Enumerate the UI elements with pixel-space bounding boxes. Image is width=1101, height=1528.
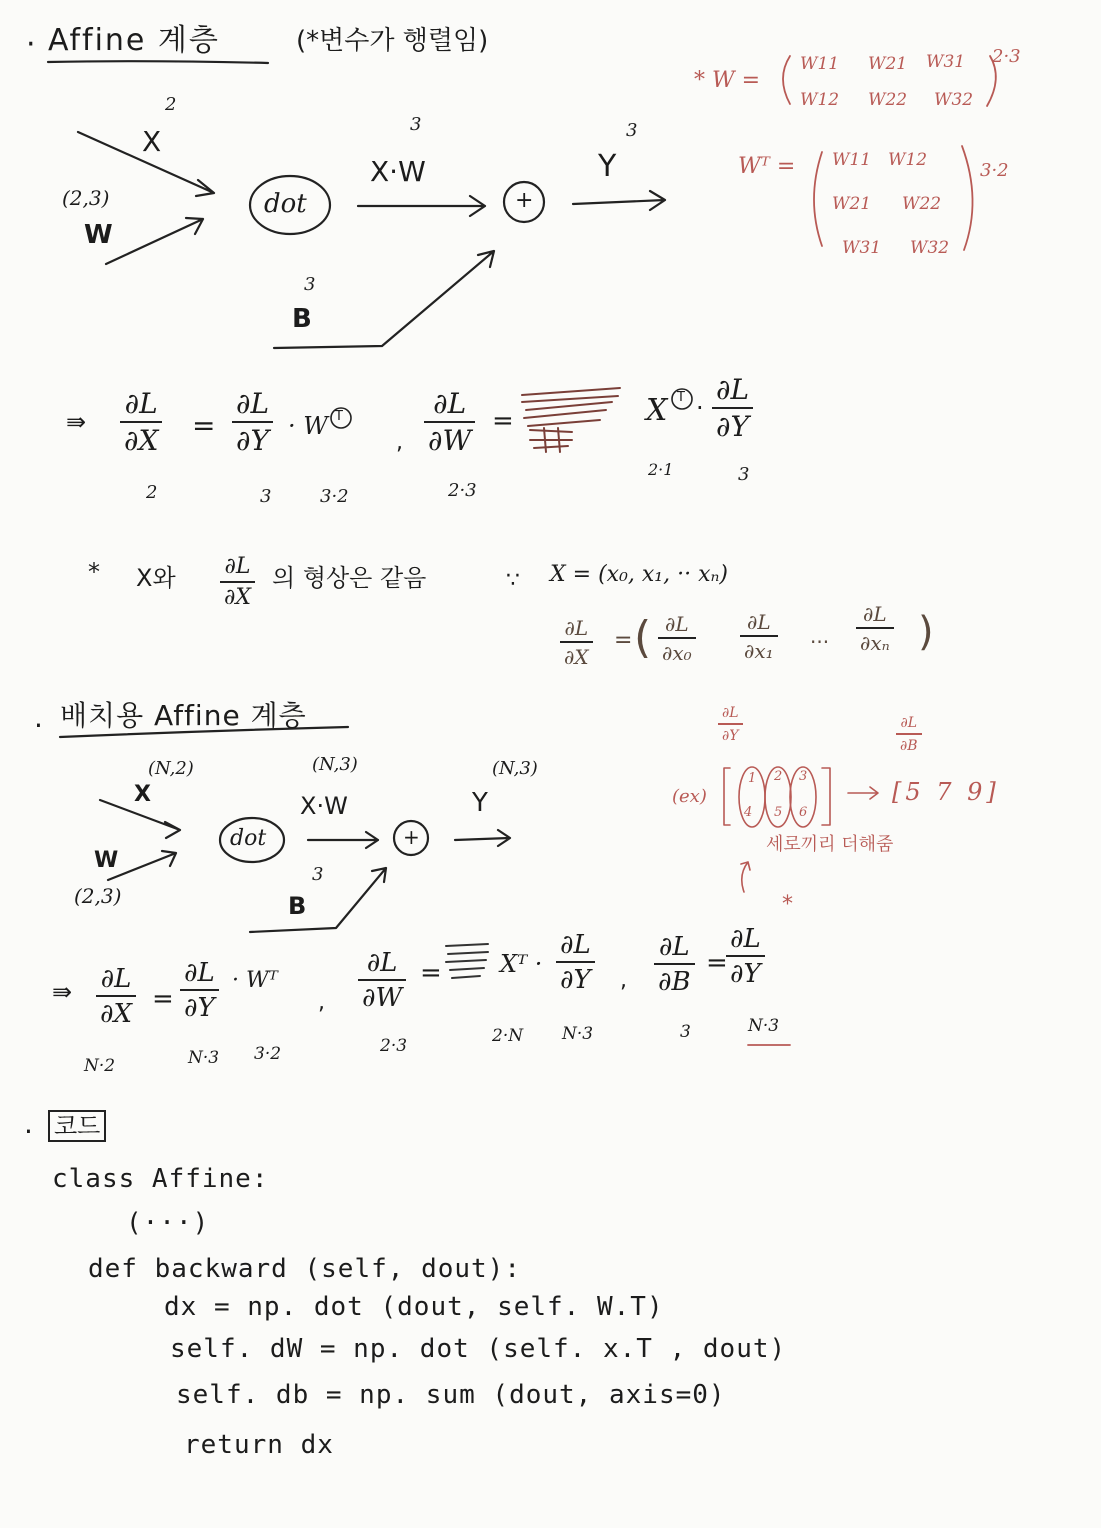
w-matrix-r2c3: W32 xyxy=(934,90,974,110)
eq1-t-mark: T xyxy=(335,409,343,424)
beq-equals-2: = xyxy=(420,958,442,988)
section2-bullet: · xyxy=(34,709,43,742)
b-plus-node: + xyxy=(403,825,420,849)
beq-shape-6: N·3 xyxy=(562,1024,594,1044)
remark-term2-num: ∂L xyxy=(747,610,771,634)
wt-shape: 3·2 xyxy=(980,160,1009,181)
remark-grad-num: ∂L xyxy=(564,616,589,640)
eq1-rhs-num: ∂L xyxy=(236,387,270,420)
ex-dy-den: ∂Y xyxy=(718,723,742,743)
ex-star: * xyxy=(782,892,793,917)
remark-x-def: X = (x₀, x₁, ·· xₙ) xyxy=(550,562,728,587)
code-line-5: self. dW = np. dot (self. x.T , dout) xyxy=(170,1334,787,1364)
eq1-arrow: ⇛ xyxy=(66,408,87,436)
ex-m-2-1: 2 xyxy=(774,769,783,784)
eq2-equals: = xyxy=(492,406,514,436)
remark-termn-num: ∂L xyxy=(863,602,887,626)
w-matrix-r1c1: W11 xyxy=(800,54,840,74)
section1-bullet: · xyxy=(26,27,36,62)
ex-m-3-2: 6 xyxy=(799,805,808,820)
eq2-rhs-fraction xyxy=(712,373,753,443)
w-arrow xyxy=(106,218,203,264)
ex-db-den: ∂B xyxy=(896,733,922,753)
section3-title: 코드 xyxy=(48,1110,106,1142)
beq-shape-2: N·3 xyxy=(188,1048,220,1068)
w-matrix-lhs: * W = xyxy=(694,68,761,93)
beq-dy-den: ∂Y xyxy=(180,989,219,1021)
b-label: B xyxy=(292,304,312,334)
b-y-dim: (N,3) xyxy=(492,758,538,779)
b-dim: 3 xyxy=(304,274,316,295)
beq-shape-3: 3·2 xyxy=(254,1044,282,1064)
eq1-rhs-den: ∂Y xyxy=(232,421,273,455)
beq-shape-8: N·3 xyxy=(748,1016,780,1036)
eq2-dot: · xyxy=(696,394,704,422)
eq2-shape-2: 2·1 xyxy=(648,460,674,479)
wt-r2c2: W22 xyxy=(902,194,942,214)
ex-dy-num: ∂L xyxy=(722,705,739,721)
beq-dy2-num: ∂L xyxy=(560,930,591,960)
remark-grad-eq: = xyxy=(614,628,633,653)
remark-term-n xyxy=(856,604,894,653)
beq-shape-4: 2·3 xyxy=(380,1036,408,1056)
wt-r3c2: W32 xyxy=(910,238,950,258)
b-x-label: X xyxy=(134,782,151,807)
b-dot-node: dot xyxy=(230,826,267,851)
code-line-2: (···) xyxy=(126,1208,210,1238)
ex-dy-fraction xyxy=(718,706,743,743)
beq-dy2-fraction xyxy=(556,932,595,993)
remark-term2-den: ∂x₁ xyxy=(740,635,778,661)
eq1-shape-3: 3·2 xyxy=(320,486,349,507)
eq2-comma: , xyxy=(396,430,403,455)
ex-m-2-2: 5 xyxy=(774,805,783,820)
remark-grad-fraction xyxy=(560,618,593,667)
ex-m-1-1: 1 xyxy=(748,771,757,786)
b-b-dim: 3 xyxy=(312,864,324,885)
eq2-lhs-fraction xyxy=(424,387,475,457)
remark-frac-den: ∂X xyxy=(220,581,255,609)
w-matrix-shape: 2·3 xyxy=(992,46,1021,67)
eq2-x-label: X xyxy=(646,393,668,428)
b-y-label: Y xyxy=(472,788,488,818)
eq2-lhs-num: ∂L xyxy=(433,387,467,420)
eq2-shape-1: 2·3 xyxy=(448,480,477,501)
remark-text-b: 의 형상은 같음 xyxy=(272,564,427,592)
code-line-4: dx = np. dot (dout, self. W.T) xyxy=(164,1292,664,1322)
remark-fraction xyxy=(220,556,255,609)
beq-dx-num: ∂L xyxy=(100,964,132,994)
remark-term-2 xyxy=(740,612,778,661)
eq1-equals: = xyxy=(192,409,216,442)
eq2-t-mark: T xyxy=(677,390,685,405)
beq-dw-den: ∂W xyxy=(358,979,406,1011)
beq-comma-2: , xyxy=(620,968,627,993)
beq-db-num: ∂L xyxy=(658,932,690,962)
beq-shape-5: 2·N xyxy=(492,1026,524,1046)
remark-termn-den: ∂xₙ xyxy=(856,627,894,653)
remark-because: ∵ xyxy=(506,568,520,593)
scribble-mark-2 xyxy=(446,944,488,978)
b-w-label: W xyxy=(94,848,119,873)
section2-title: 배치용 Affine 계층 xyxy=(60,699,307,732)
beq-dw-num: ∂L xyxy=(366,948,398,978)
by-arrow xyxy=(455,830,510,846)
b-w-dim: (2,3) xyxy=(74,884,122,908)
section1-note: (*변수가 행렬임) xyxy=(296,26,489,56)
x-label: X xyxy=(142,125,162,158)
wt-r3c1: W31 xyxy=(842,238,882,258)
y-dim: 3 xyxy=(626,120,638,141)
xw-label: X·W xyxy=(370,155,426,188)
section3-bullet: · xyxy=(24,1115,33,1148)
b-xw-label: X·W xyxy=(300,792,348,820)
beq-dy3-fraction xyxy=(726,926,765,987)
beq-xt: Xᵀ · xyxy=(500,950,543,978)
remark-text-a: X와 xyxy=(136,564,176,592)
title-underline xyxy=(48,61,268,63)
ex-db-fraction xyxy=(896,716,922,753)
ex-m-1-2: 4 xyxy=(744,805,753,820)
wt-r1c2: W12 xyxy=(888,150,928,170)
eq1-lhs-num: ∂L xyxy=(124,387,158,420)
x-dim: 2 xyxy=(165,94,177,115)
w-matrix-r2c2: W22 xyxy=(868,90,908,110)
remark-grad-den: ∂X xyxy=(560,641,593,667)
eq2-rhs-num: ∂L xyxy=(716,373,750,406)
beq-dw-fraction xyxy=(358,950,406,1011)
xw-dim: 3 xyxy=(410,114,422,135)
beq-db-den: ∂B xyxy=(654,963,695,995)
beq-arrow: ⇛ xyxy=(52,978,73,1006)
code-line-1: class Affine: xyxy=(52,1164,269,1194)
w-matrix-r1c2: W21 xyxy=(868,54,908,74)
beq-db-fraction xyxy=(654,934,695,995)
beq-dx-fraction xyxy=(96,966,136,1027)
code-line-7: return dx xyxy=(184,1430,334,1460)
w-dim: (2,3) xyxy=(62,186,110,210)
beq-dy-num: ∂L xyxy=(184,958,215,988)
remark-term1-den: ∂x₀ xyxy=(658,637,696,663)
remark-open-paren: ( xyxy=(634,612,652,663)
remark-term1-num: ∂L xyxy=(665,612,689,636)
scribble-mark xyxy=(522,388,620,452)
w-matrix-r1c3: W31 xyxy=(926,52,966,72)
wt-matrix-lhs: Wᵀ = xyxy=(738,154,796,179)
beq-dy2-den: ∂Y xyxy=(556,961,595,993)
eq2-lhs-den: ∂W xyxy=(424,421,475,455)
beq-dy-fraction xyxy=(180,960,219,1021)
bxw-arrow xyxy=(308,832,378,848)
remark-term-1 xyxy=(658,614,696,663)
ex-db-num: ∂L xyxy=(900,715,918,731)
code-line-6: self. db = np. sum (dout, axis=0) xyxy=(176,1380,726,1410)
remark-ellipsis: ··· xyxy=(810,630,830,654)
ex-note: 세로끼리 더해줌 xyxy=(766,834,894,855)
ex-result: [5 7 9] xyxy=(892,778,1000,806)
w-matrix-r2c1: W12 xyxy=(800,90,840,110)
eq1-lhs-fraction xyxy=(120,387,162,457)
y-label: Y xyxy=(598,149,617,184)
beq-wt: · Wᵀ xyxy=(232,968,278,993)
eq1-rhs-fraction xyxy=(232,387,273,457)
b-x-dim: (N,2) xyxy=(148,758,194,779)
beq-dy3-den: ∂Y xyxy=(726,955,765,987)
w-label: W xyxy=(84,220,113,250)
eq1-shape-1: 2 xyxy=(146,482,158,503)
eq2-rhs-den: ∂Y xyxy=(712,407,753,441)
y-arrow xyxy=(573,191,665,210)
remark-close-paren: ) xyxy=(918,609,934,655)
beq-dx-den: ∂X xyxy=(96,995,136,1027)
code-line-3: def backward (self, dout): xyxy=(88,1254,521,1284)
xw-arrow xyxy=(358,196,485,216)
remark-frac-num: ∂L xyxy=(224,554,251,579)
section1-title: Affine 계층 xyxy=(48,23,220,58)
b-xw-dim: (N,3) xyxy=(312,754,358,775)
beq-dy3-num: ∂L xyxy=(730,924,761,954)
beq-comma: , xyxy=(318,990,325,1015)
eq1-shape-2: 3 xyxy=(260,486,272,507)
ex-m-3-1: 3 xyxy=(799,769,808,784)
beq-equals: = xyxy=(152,984,174,1014)
wt-r2c1: W21 xyxy=(832,194,872,214)
b-b-label: B xyxy=(288,892,307,920)
beq-equals-3: = xyxy=(706,948,728,978)
beq-shape-7: 3 xyxy=(680,1022,691,1042)
remark-star: * xyxy=(88,558,100,586)
ex-label: (ex) xyxy=(672,786,707,807)
beq-shape-1: N·2 xyxy=(84,1056,116,1076)
plus-node: + xyxy=(515,188,534,213)
dot-node: dot xyxy=(264,189,307,219)
wt-r1c1: W11 xyxy=(832,150,872,170)
eq1-rhs-tail: · W xyxy=(288,412,328,440)
eq1-lhs-den: ∂X xyxy=(120,421,162,455)
eq2-shape-3: 3 xyxy=(738,464,750,485)
